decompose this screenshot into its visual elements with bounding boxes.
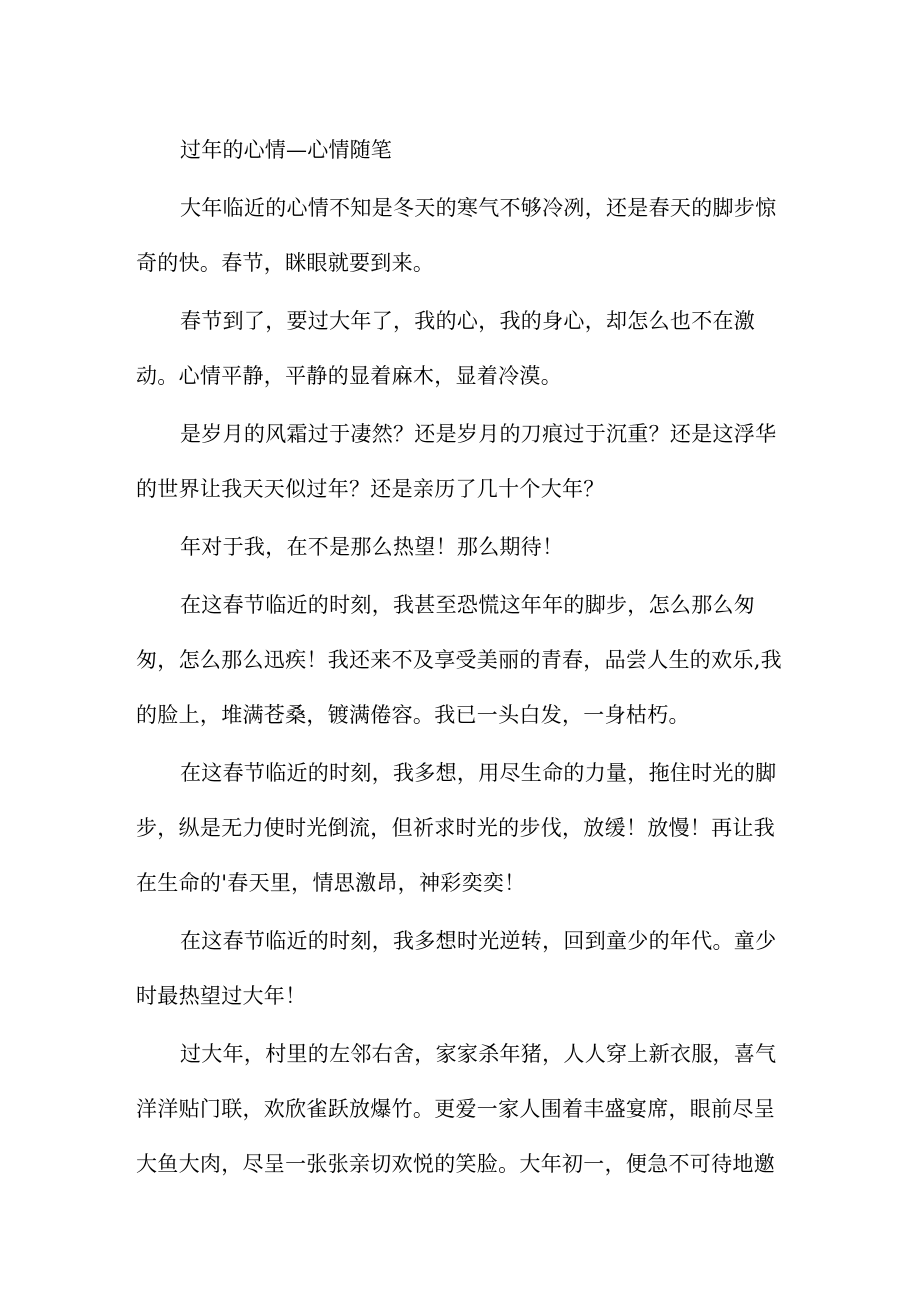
paragraph-8: 过大年，村里的左邻右舍，家家杀年猪，人人穿上新衣服，喜气洋洋贴门联，欢欣雀跃放爆竹。更爱一家人围着丰盛宴席，眼前尽呈大鱼大肉，尽呈一张张亲切欢悦的笑脸。大年初一，便急不可待地邀 — [136, 1042, 777, 1176]
article-body — [136, 123, 796, 1195]
paragraph-5: 在这春节临近的时刻，我甚至恐慌这年年的脚步，怎么那么匆匆，怎么那么迅疾！我还来不及享受美丽的青春，品尝人生的欢乐,我的脸上，堆满苍桑，镀满倦容。我已一头白发，一身枯朽。 — [136, 593, 782, 727]
paragraph-7: 在这春节临近的时刻，我多想时光逆转，回到童少的年代。童少时最热望过大年！ — [136, 929, 777, 1008]
article-title: 过年的心情—心情随笔 — [180, 138, 392, 162]
paragraph-1: 大年临近的心情不知是冬天的寒气不够冷冽，还是春天的脚步惊奇的快。春节，眯眼就要到来。 — [136, 196, 777, 275]
paragraph-4: 年对于我，在不是那么热望！那么期待！ — [180, 535, 564, 559]
paragraph-3: 是岁月的风霜过于凄然？还是岁月的刀痕过于沉重？还是这浮华的世界让我天天似过年？还是亲历了几十个大年？ — [136, 422, 777, 501]
paragraph-2: 春节到了，要过大年了，我的心，我的身心，却怎么也不在激动。心情平静，平静的显着麻木，显着冷漠。 — [136, 309, 756, 388]
paragraph-6: 在这春节临近的时刻，我多想，用尽生命的力量，拖住时光的脚步，纵是无力使时光倒流，但祈求时光的步伐，放缓！放慢！再让我在生命的'春天里，情思激昂，神彩奕奕！ — [136, 761, 777, 895]
